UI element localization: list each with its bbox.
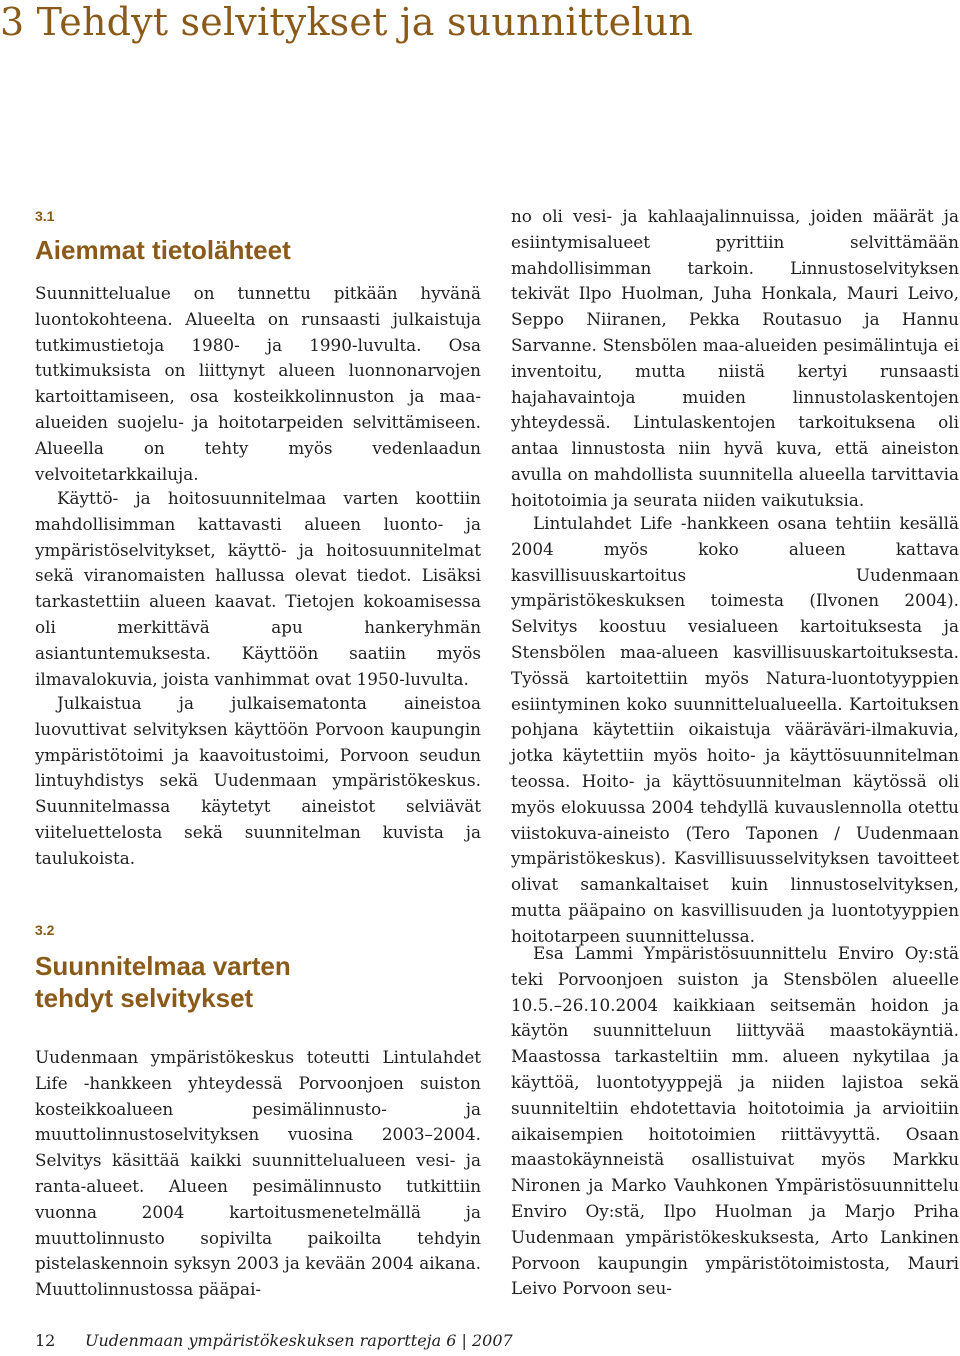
- paragraph: Lintulahdet Life -hankkeen osana tehtiin kesällä 2004 myös koko alueen kattava kasvillisuuskartoitus Uudenmaan ympäristökeskuksen toimesta (Ilvonen 2004). Selvitys koostuu vesialueen kartoituksesta ja Stensbölen maa-alueen kasvillisuuskartoituksesta. Työssä kartoitettiin myös Natura-luontotyyppien esiintyminen koko suunnittelualueella. Kartoituksen pohjana käytettiin oikaistuja vääräväri-ilmakuvia, jotka käytettiin myös hoito- ja käyttösuunnitelman teossa. Hoito- ja käyttösuunnitelman käytössä oli myös elokuussa 2004 tehdyllä kuvauslennolla otettu viistokuva-aineisto (Tero Taponen / Uudenmaan ympäristökeskus). Kasvillisuusselvityksen tavoitteet olivat samankaltaiset kuin linnustoselvityksen, mutta pääpaino on kasvillisuuden ja luontotyyppien hoitotarpeen suunnittelussa.: [511, 513, 959, 946]
- section-number: 3.1: [35, 208, 55, 224]
- publication-name: Uudenmaan ympäristökeskuksen raportteja 6 | 2007: [85, 1331, 513, 1350]
- paragraph: no oli vesi- ja kahlaajalinnuissa, joiden määrät ja esiintymisalueet pyrittiin selvittämään mahdollisimman tarkoin. Linnustoselvityksen tekivät Ilpo Huolman, Juha Honkala, Mauri Leivo, Seppo Niiranen, Pekka Routasuo ja Hannu Sarvanne. Stensbölen maa-alueiden pesimälintuja ei inventoitu, mutta niistä kertyi runsaasti hajahavaintoja muiden linnustolaskentojen yhteydessä. Lintulaskentojen tarkoituksena oli antaa linnustosta niin hyvä kuva, että aineiston avulla on mahdollista suunnitella alueella tarvittavia hoitotoimia ja seurata niiden vaikutuksia.: [511, 206, 959, 510]
- section-number: 3.2: [35, 922, 55, 938]
- chapter-title: 3 Tehdyt selvitykset ja suunnittelun: [0, 0, 694, 44]
- paragraph: Uudenmaan ympäristökeskus toteutti Lintulahdet Life -hankkeen yhteydessä Porvoonjoen suiston kosteikkoalueen pesimälinnusto- ja muuttolinnustoselvityksen vuosina 2003–2004. Selvitys käsittää kaikki suunnittelualueen vesi- ja ranta-alueet. Alueen pesimälinnusto tutkittiin vuonna 2004 kartoitusmenetelmällä ja muuttolinnusto sopivilta paikoilta tehdyin pistelaskennoin syksyn 2003 ja kevään 2004 aikana. Muuttolinnustossa pääpai-: [35, 1047, 481, 1300]
- page-footer: [35, 1331, 513, 1350]
- section-heading: Aiemmat tietolähteet: [35, 235, 291, 265]
- paragraph: Julkaistua ja julkaisematonta aineistoa luovuttivat selvityksen käyttöön Porvoon kaupungin ympäristötoimi ja kaavoitustoimi, Porvoon seudun lintuyhdistys sekä Uudenmaan ympäristökeskus. Suunnitelmassa käytetyt aineistot selviävät viiteluettelosta sekä suunnitelman kuvista ja taulukoista.: [35, 693, 481, 868]
- page-number: 12: [35, 1331, 56, 1350]
- section-heading-line: Suunnitelmaa varten: [35, 951, 291, 981]
- section-heading: [35, 950, 481, 1014]
- section-heading-line: tehdyt selvitykset: [35, 983, 254, 1013]
- paragraph: Käyttö- ja hoitosuunnitelmaa varten koottiin mahdollisimman kattavasti alueen luonto- ja ympäristöselvitykset, käyttö- ja hoitosuunnitelmat sekä viranomaisten hallussa olevat tiedot. Lisäksi tarkastettiin alueen kaavat. Tietojen kokoamisessa oli merkittävä apu hankeryhmän asiantuntemuksesta. Käyttöön saatiin myös ilmavalokuvia, joista vanhimmat ovat 1950-luvulta.: [35, 488, 481, 689]
- paragraph: Esa Lammi Ympäristösuunnittelu Enviro Oy:stä teki Porvoonjoen suiston ja Stensbölen alueelle 10.5.–26.10.2004 kaikkiaan seitsemän hoidon ja käytön suunnitteluun liittyvää maastokäyntiä. Maastossa tarkasteltiin mm. alueen nykytilaa ja käyttöä, luontotyyppejä ja niiden lajistoa sekä suunniteltiin ehdotettavia hoitotoimia ja arvioitiin aikaisempien hoitotoimien riittävyyttä. Osaan maastokäynneistä osallistuivat myös Markku Nironen ja Marko Vauhkonen Ympäristösuunnittelu Enviro Oy:stä, Ilpo Huolman ja Marjo Priha Uudenmaan ympäristökeskuksesta, Arto Lankinen Porvoon kaupungin ympäristötoimistosta, Mauri Leivo Porvoon seu-: [511, 943, 959, 1299]
- paragraph: Suunnittelualue on tunnettu pitkään hyvänä luontokohteena. Alueelta on runsaasti julkaistuja tutkimustietoja 1980- ja 1990-luvulta. Osa tutkimuksista on liittynyt alueen luonnonarvojen kartoittamiseen, osa kosteikkolinnuston ja maa-alueiden suojelu- ja hoitotarpeiden selvittämiseen. Alueella on tehty myös vedenlaadun velvoitetarkkailuja.: [35, 283, 481, 484]
